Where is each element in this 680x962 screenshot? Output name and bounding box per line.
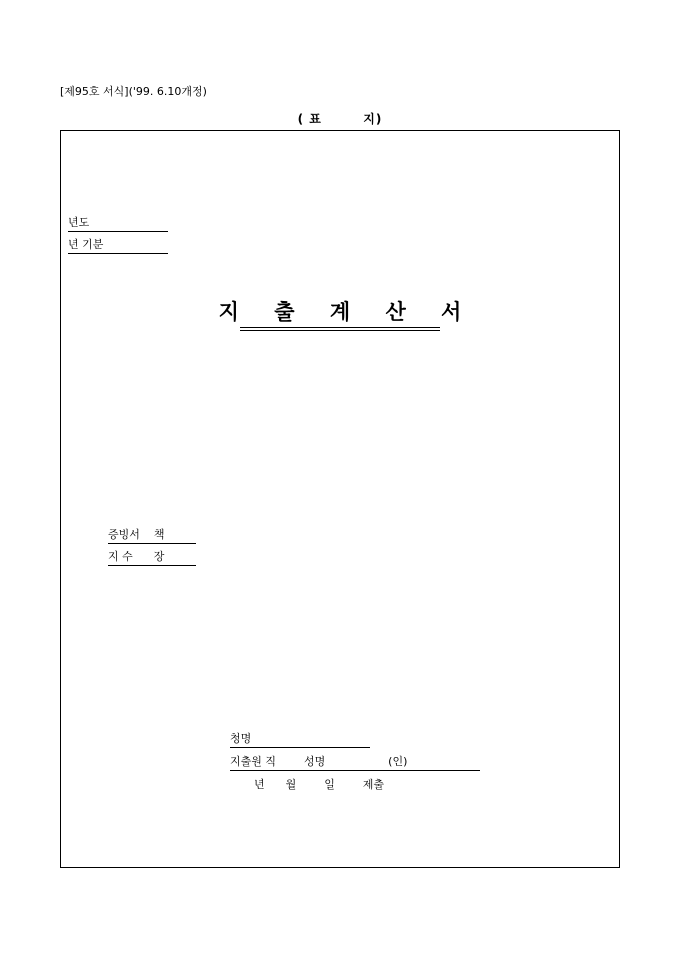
page-heading: ( 표 지) xyxy=(297,112,383,126)
form-code: [제95호 서식]('99. 6.10개정) xyxy=(60,85,207,98)
period-label: 년 기분 xyxy=(68,236,168,254)
fiscal-year-label: 년도 xyxy=(68,214,168,232)
evidence-book-label: 증빙서 책 xyxy=(108,526,196,544)
submission-date-line: 년 월 일 제출 xyxy=(254,778,385,791)
title-block xyxy=(200,296,480,326)
organization-label: 청명 xyxy=(230,730,370,748)
disbursing-officer-line: 지출원 직 성명 (인) xyxy=(230,753,480,771)
document-title: 지 출 계 산 서 xyxy=(218,299,476,324)
evidence-pages-label: 지 수 장 xyxy=(108,548,196,566)
title-double-underline xyxy=(240,327,440,331)
